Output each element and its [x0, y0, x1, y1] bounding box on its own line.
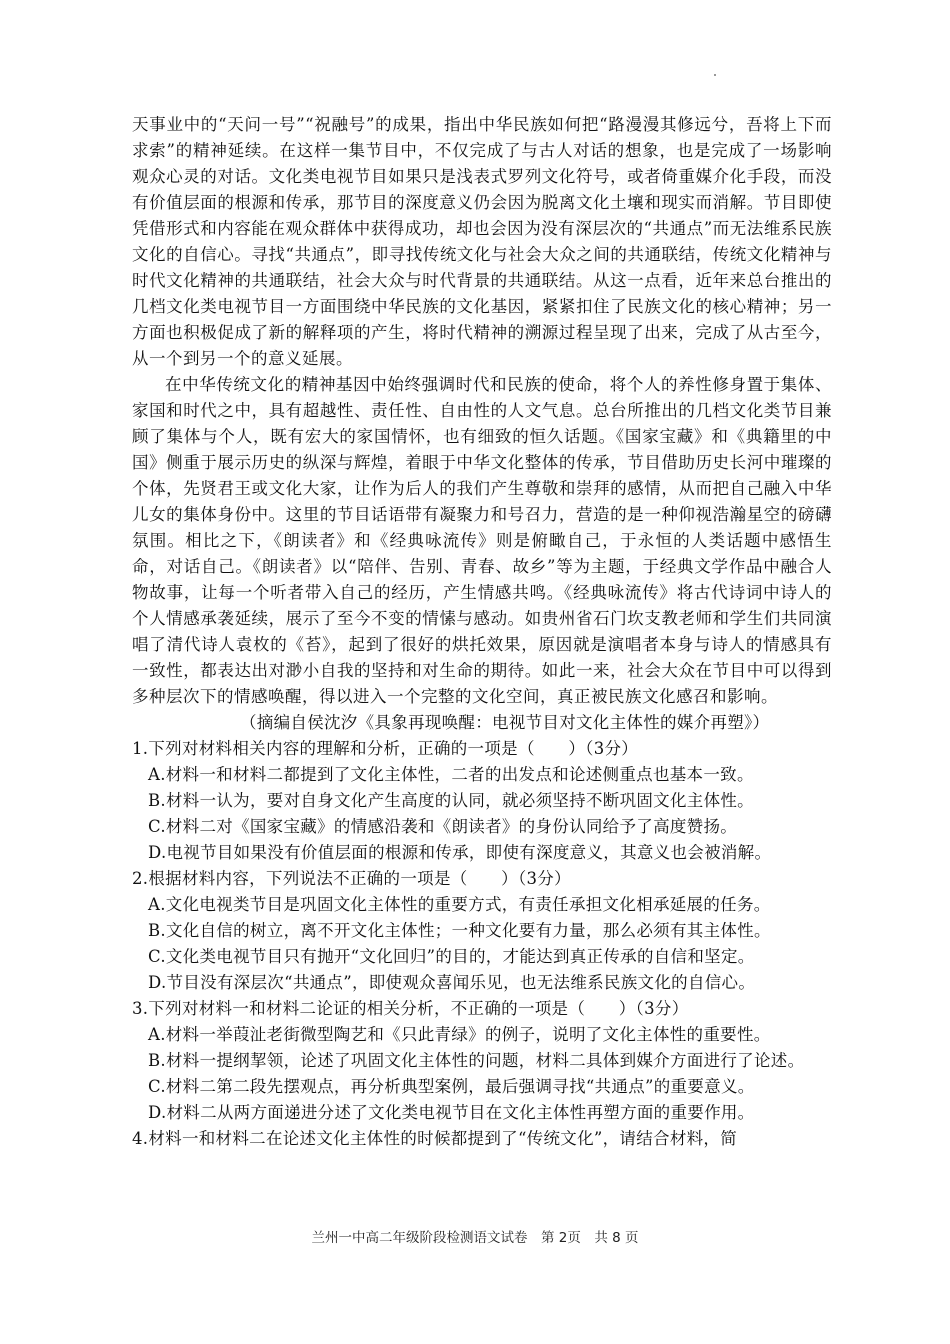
- question-2: [132, 866, 832, 996]
- page-footer: 兰州一中高二年级阶段检测语文试卷 第 2页 共 8 页: [311, 1230, 639, 1246]
- question-1: [132, 736, 832, 866]
- exam-page-body: [132, 112, 832, 1152]
- source-citation: （摘编自侯沈汐《具象再现唤醒：电视节目对文化主体性的媒介再塑》）: [240, 713, 770, 732]
- question-1-option-a: A.材料一和材料二都提到了文化主体性，二者的出发点和论述侧重点也基本一致。: [148, 765, 754, 784]
- question-3-option-c: C.材料二第二段先摆观点，再分析典型案例，最后强调寻找“共通点”的重要意义。: [148, 1077, 755, 1096]
- question-3-stem: 3.下列对材料一和材料二论证的相关分析，不正确的一项是（ ）（3分）: [132, 999, 689, 1018]
- material-paragraph-2: 在中华传统文化的精神基因中始终强调时代和民族的使命，将个人的养性修身置于集体、家国和时代之中，具有超越性、责任性、自由性的人文气息。总台所推出的几档文化类节目兼顾了集体与个人，既有宏大的家国情怀，也有细致的恒久话题。《国家宝藏》和《典籍里的中国》侧重于展示历史的纵深与辉煌，着眼于中华文化整体的传承，节目借助历史长河中璀璨的个体，先贤君王或文化大家，让作为后人的我们产生尊敬和崇拜的感情，从而把自己融入中华儿女的集体身份中。这里的节目话语带有凝聚力和号召力，营造的是一种仰视浩瀚星空的磅礴氛围。相比之下，《朗读者》和《经典咏流传》则是俯瞰自己，于永恒的人类话题中感悟生命，对话自己。《朗读者》以“陪伴、告别、青春、故乡”等为主题，于经典文学作品中融合人物故事，让每一个听者带入自己的经历，产生情感共鸣。《经典咏流传》将古代诗词中诗人的个人情感承袭延续，展示了至今不变的情愫与感动。如贵州省石门坎支教老师和学生们共同演唱了清代诗人袁枚的《苔》，起到了很好的烘托效果，原因就是演唱者本身与诗人的情感具有一致性，都表达出对渺小自我的坚持和对生命的期待。如此一来，社会大众在节目中可以得到多种层次下的情感唤醒，得以进入一个完整的文化空间，真正被民族文化感召和影响。: [132, 375, 832, 706]
- material-paragraph-1: 天事业中的“天问一号”“祝融号”的成果，指出中华民族如何把“路漫漫其修远兮，吾将上下而求索”的精神延续。在这样一集节目中，不仅完成了与古人对话的想象，也是完成了一场影响观众心灵的对话。文化类电视节目如果只是浅表式罗列文化符号，或者倚重媒介化手段，而没有价值层面的根源和传承，那节目的深度意义仍会因为脱离文化土壤和现实而消解。节目即使凭借形式和内容能在观众群体中获得成功，却也会因为没有深层次的“共通点”而无法维系民族文化的自信心。寻找“共通点”，即寻找传统文化与社会大众之间的共通联结，传统文化精神与时代文化精神的共通联结，社会大众与时代背景的共通联结。从这一点看，近年来总台推出的几档文化类电视节目一方面围绕中华民族的文化基因，紧紧扣住了民族文化的核心精神；另一方面也积极促成了新的解释项的产生，将时代精神的溯源过程呈现了出来，完成了从古至今，从一个到另一个的意义延展。: [132, 115, 832, 368]
- question-2-option-c: C.文化类电视节目只有抛开“文化回归”的目的，才能达到真正传承的自信和坚定。: [148, 947, 755, 966]
- scan-dot: [714, 74, 716, 76]
- question-1-option-d: D.电视节目如果没有价值层面的根源和传承，即使有深度意义，其意义也会被消解。: [148, 843, 772, 862]
- question-1-option-b: B.材料一认为，要对自身文化产生高度的认同，就必须坚持不断巩固文化主体性。: [148, 791, 754, 810]
- question-1-stem: 1.下列对材料相关内容的理解和分析，正确的一项是（ ）（3分）: [132, 739, 639, 758]
- question-4: [132, 1126, 832, 1152]
- question-2-option-b: B.文化自信的树立，离不开文化主体性；一种文化要有力量，那么必须有其主体性。: [148, 921, 771, 940]
- question-3-option-d: D.材料二从两方面递进分述了文化类电视节目在文化主体性再塑方面的重要作用。: [148, 1103, 755, 1122]
- question-3-option-b: B.材料一提纲挈领，论述了巩固文化主体性的问题，材料二具体到媒介方面进行了论述。: [148, 1051, 805, 1070]
- question-2-option-d: D.节目没有深层次“共通点”，即使观众喜闻乐见，也无法维系民族文化的自信心。: [148, 973, 756, 992]
- question-3-option-a: A.材料一举葭沚老街微型陶艺和《只此青绿》的例子，说明了文化主体性的重要性。: [148, 1025, 771, 1044]
- question-2-option-a: A.文化电视类节目是巩固文化主体性的重要方式，有责任承担文化相承延展的任务。: [148, 895, 771, 914]
- question-3: [132, 996, 832, 1126]
- question-4-stem: 4.材料一和材料二在论述文化主体性的时候都提到了“传统文化”，请结合材料，简: [132, 1129, 738, 1148]
- question-2-stem: 2.根据材料内容，下列说法不正确的一项是（ ）（3分）: [132, 869, 571, 888]
- question-1-option-c: C.材料二对《国家宝藏》的情感沿袭和《朗读者》的身份认同给予了高度赞扬。: [148, 817, 738, 836]
